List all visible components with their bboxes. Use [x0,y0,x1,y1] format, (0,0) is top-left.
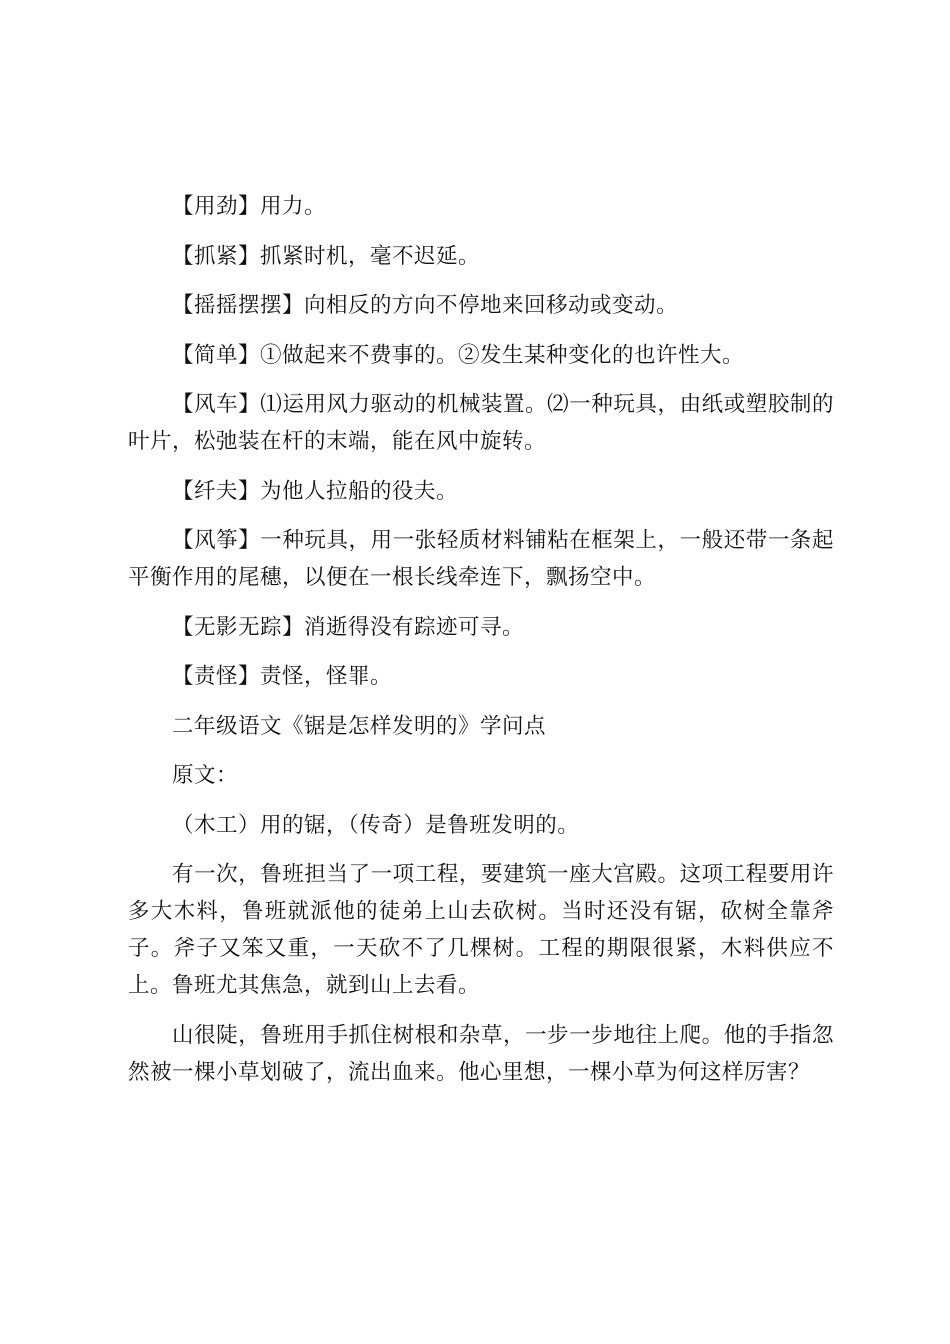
vocab-definition: 为他人拉船的役夫。 [260,478,459,504]
vocab-entry-fengzheng [128,522,834,596]
vocab-term: 【风车】 [172,392,261,417]
vocab-definition: 抓紧时机，毫不迟延。 [260,243,481,269]
vocab-definition: 一种玩具，用一张轻质材料铺粘在框架上，一般还带一条起平衡作用的尾穗，以便在一根长线牵连下，飘扬空中。 [128,528,834,590]
vocab-term: 【用劲】 [172,194,261,219]
vocab-term: 【风筝】 [172,528,261,553]
vocab-term: 【责怪】 [172,664,261,689]
story-paragraph-1: （木工）用的锯，（传奇）是鲁班发明的。 [172,812,580,838]
vocab-term: 【简单】 [172,342,261,368]
vocab-definition: ①做起来不费事的。②发生某种变化的也许性大。 [260,342,745,368]
story-paragraph-2: 有一次，鲁班担当了一项工程，要建筑一座大宫殿。这项工程要用许多大木料，鲁班就派他的徒弟上山去砍树。当时还没有锯，砍树全靠斧子。斧子又笨又重，一天砍不了几棵树。工程的期限很紧，木料供应不上。鲁班尤其焦急，就到山上去看。 [128,862,834,998]
vocab-definition: 向相反的方向不停地来回移动或变动。 [304,293,679,318]
vocab-entry-fengche [128,386,834,460]
vocab-entry-yongjin [128,188,834,225]
vocab-entry-wuyingwuzong [128,609,834,646]
vocab-entry-zhuajin [128,238,834,275]
story-paragraph-3: 山很陡，鲁班用手抓住树根和杂草，一步一步地往上爬。他的手指忽然被一棵小草划破了，流出血来。他心里想，一棵小草为何这样厉害？ [128,1022,834,1085]
vocab-entry-qianfu [128,473,834,510]
section-title: 二年级语文《锯是怎样发明的》学问点 [172,713,547,739]
vocab-definition: 用力。 [260,194,327,219]
vocab-entry-yaoyaobaibai [128,287,834,324]
vocab-definition: 消逝得没有踪迹可寻。 [304,614,525,640]
vocab-term: 【无影无踪】 [172,614,305,640]
vocab-entry-zeguai [128,658,834,695]
original-text-label: 原文： [172,763,239,788]
document-body [128,188,834,1091]
vocab-term: 【摇摇摆摆】 [172,293,305,318]
vocab-term: 【纤夫】 [172,478,261,504]
vocab-term: 【抓紧】 [172,243,261,269]
vocab-definition: 责怪，怪罪。 [260,664,393,689]
vocab-definition: ⑴运用风力驱动的机械装置。⑵一种玩具，由纸或塑胶制的叶片，松弛装在杆的末端，能在风中旋转。 [128,392,834,454]
vocab-entry-jiandan [128,337,834,374]
